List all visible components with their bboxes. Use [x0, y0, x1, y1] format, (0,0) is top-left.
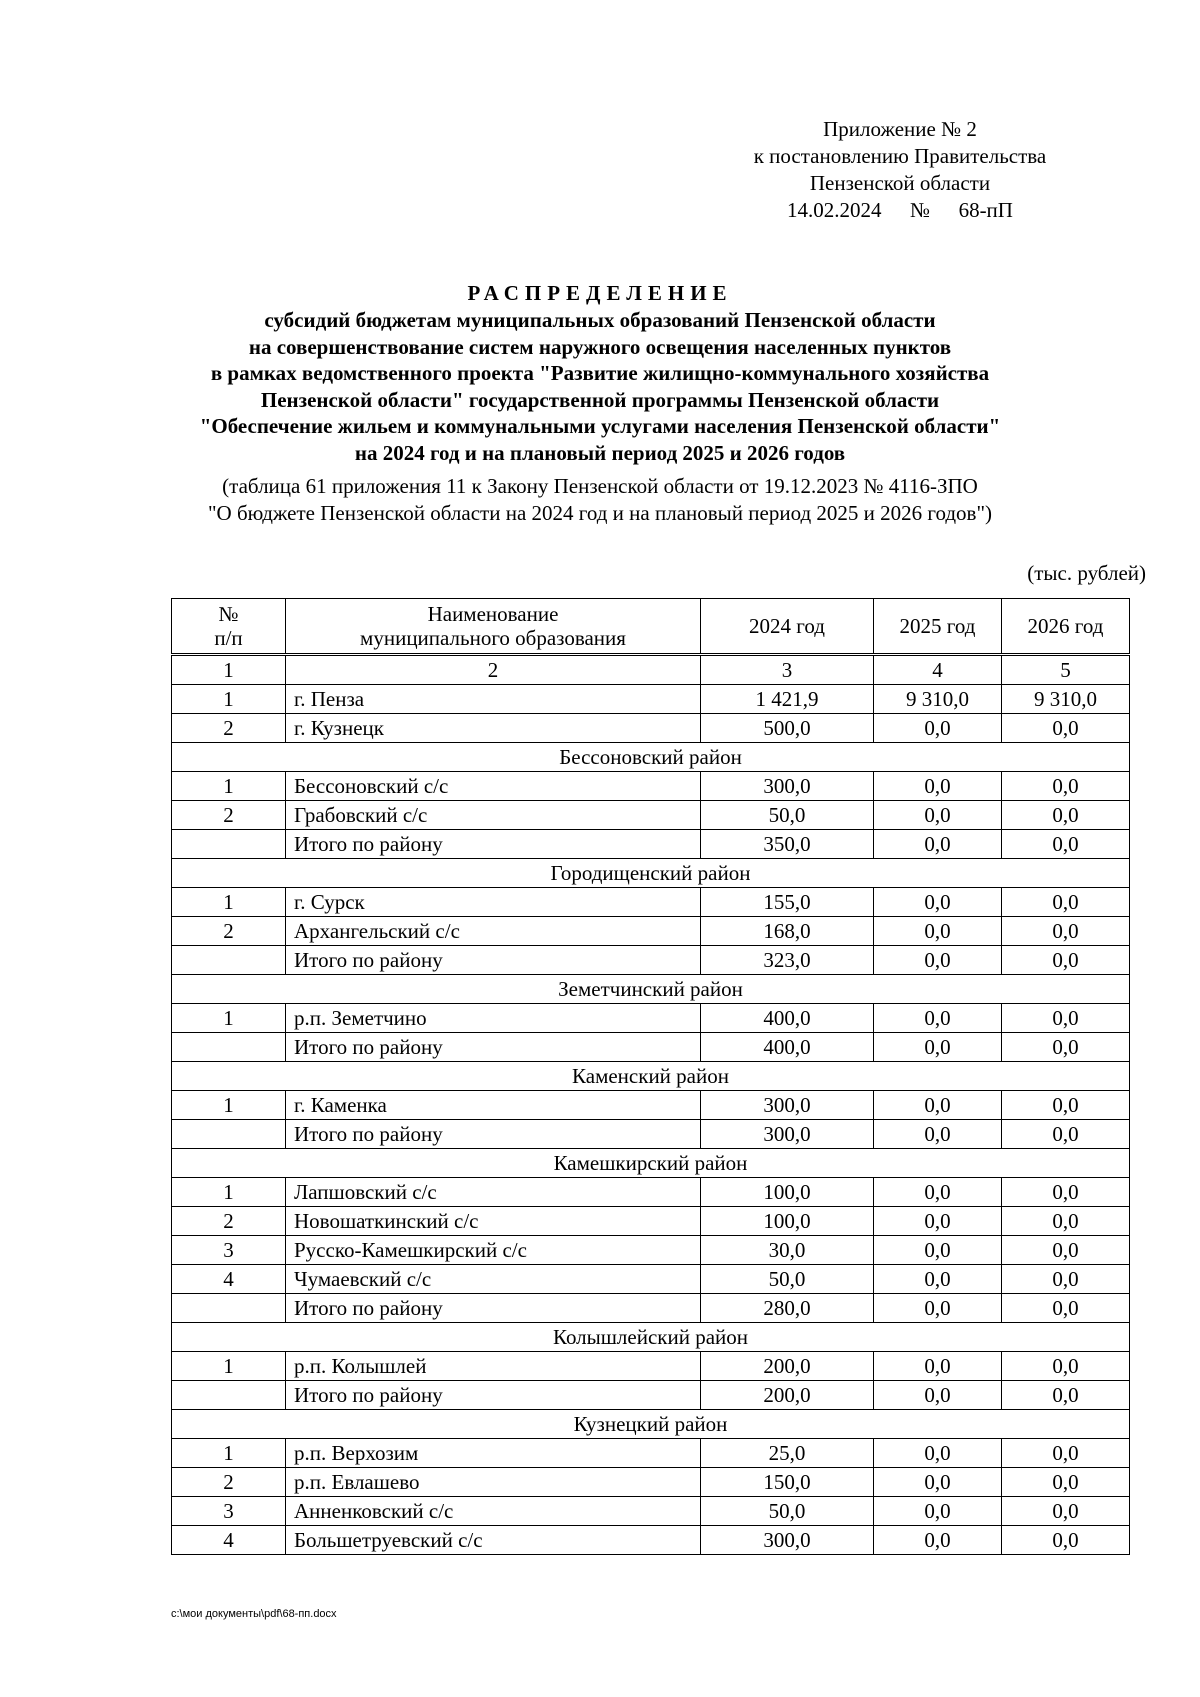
value-2025: 0,0 [874, 946, 1002, 975]
value-2026: 0,0 [1002, 1468, 1130, 1497]
header-2026: 2026 год [1002, 599, 1130, 655]
municipality-name: Грабовский с/с [286, 801, 701, 830]
value-2024: 500,0 [701, 714, 874, 743]
municipality-name: Новошаткинский с/с [286, 1207, 701, 1236]
value-2026: 0,0 [1002, 917, 1130, 946]
value-2024: 300,0 [701, 1091, 874, 1120]
row-number: 2 [172, 1207, 286, 1236]
value-2026: 0,0 [1002, 1439, 1130, 1468]
row-number: 4 [172, 1526, 286, 1555]
appendix-line-3: Пензенской области [809, 171, 991, 195]
row-number: 1 [172, 1004, 286, 1033]
table-row [172, 1352, 1130, 1381]
value-2024: 50,0 [701, 801, 874, 830]
municipality-name: Итого по району [286, 1120, 701, 1149]
municipality-name: Итого по району [286, 830, 701, 859]
district-group-row [172, 743, 1130, 772]
municipality-name: Анненковский с/с [286, 1497, 701, 1526]
value-2025: 0,0 [874, 1236, 1002, 1265]
table-header-row [172, 599, 1130, 655]
table-row [172, 1236, 1130, 1265]
value-2024: 200,0 [701, 1352, 874, 1381]
title-line: "Обеспечение жильем и коммунальными услугами населения Пензенской области" [199, 414, 1001, 438]
municipality-name: Итого по району [286, 946, 701, 975]
value-2025: 0,0 [874, 1526, 1002, 1555]
title-line: Пензенской области" государственной программы Пензенской области [260, 387, 940, 412]
district-group-row [172, 1323, 1130, 1352]
municipality-name: Русско-Камешкирский с/с [286, 1236, 701, 1265]
value-2025: 0,0 [874, 1294, 1002, 1323]
value-2025: 0,0 [874, 1033, 1002, 1062]
table-row [172, 1004, 1130, 1033]
value-2025: 0,0 [874, 888, 1002, 917]
header-2024: 2024 год [701, 599, 874, 655]
table-row [172, 830, 1130, 859]
table-row [172, 772, 1130, 801]
table-row [172, 1120, 1130, 1149]
row-number [172, 1033, 286, 1062]
value-2024: 400,0 [701, 1004, 874, 1033]
value-2024: 200,0 [701, 1381, 874, 1410]
district-group-row [172, 975, 1130, 1004]
value-2026: 0,0 [1002, 830, 1130, 859]
table-row [172, 1265, 1130, 1294]
table-row [172, 1439, 1130, 1468]
value-2024: 300,0 [701, 1526, 874, 1555]
value-2026: 0,0 [1002, 1004, 1130, 1033]
table-row [172, 1381, 1130, 1410]
source-line-1: (таблица 61 приложения 11 к Закону Пензенской области от 19.12.2023 № 4116-ЗПО [222, 474, 978, 498]
value-2026: 0,0 [1002, 888, 1130, 917]
municipality-name: р.п. Верхозим [286, 1439, 701, 1468]
municipality-name: р.п. Земетчино [286, 1004, 701, 1033]
header-name: Наименование муниципального образования [286, 599, 701, 655]
column-number: 4 [874, 655, 1002, 685]
value-2025: 0,0 [874, 1178, 1002, 1207]
table-row [172, 917, 1130, 946]
value-2026: 9 310,0 [1002, 685, 1130, 714]
column-number: 2 [286, 655, 701, 685]
resolution-number: 68-пП [958, 198, 1013, 222]
municipality-name: р.п. Евлашево [286, 1468, 701, 1497]
district-group-row [172, 1062, 1130, 1091]
row-number: 1 [172, 685, 286, 714]
source-reference [140, 473, 1060, 527]
value-2026: 0,0 [1002, 1497, 1130, 1526]
table-row [172, 1207, 1130, 1236]
value-2025: 0,0 [874, 1352, 1002, 1381]
column-number-row [172, 655, 1130, 685]
district-name: Камешкирский район [172, 1149, 1130, 1178]
table-row [172, 801, 1130, 830]
municipality-name: Архангельский с/с [286, 917, 701, 946]
column-number: 3 [701, 655, 874, 685]
row-number: 1 [172, 1091, 286, 1120]
value-2026: 0,0 [1002, 801, 1130, 830]
municipality-name: Чумаевский с/с [286, 1265, 701, 1294]
distribution-table [171, 598, 1130, 1555]
column-number: 1 [172, 655, 286, 685]
value-2026: 0,0 [1002, 1091, 1130, 1120]
value-2025: 0,0 [874, 801, 1002, 830]
value-2025: 0,0 [874, 917, 1002, 946]
appendix-date-row [690, 197, 1110, 224]
district-group-row [172, 1149, 1130, 1178]
title-line: на совершенствование систем наружного освещения населенных пунктов [248, 334, 952, 359]
municipality-name: Итого по району [286, 1294, 701, 1323]
district-name: Каменский район [172, 1062, 1130, 1091]
value-2025: 0,0 [874, 830, 1002, 859]
value-2026: 0,0 [1002, 772, 1130, 801]
row-number: 2 [172, 917, 286, 946]
value-2025: 0,0 [874, 772, 1002, 801]
value-2024: 280,0 [701, 1294, 874, 1323]
municipality-name: Большетруевский с/с [286, 1526, 701, 1555]
table-row [172, 888, 1130, 917]
row-number: 1 [172, 1352, 286, 1381]
row-number: 1 [172, 1439, 286, 1468]
value-2025: 0,0 [874, 714, 1002, 743]
row-number [172, 1294, 286, 1323]
value-2025: 0,0 [874, 1120, 1002, 1149]
value-2025: 0,0 [874, 1439, 1002, 1468]
row-number: 1 [172, 772, 286, 801]
title-line: на 2024 год и на плановый период 2025 и 2026 годов [354, 440, 846, 465]
municipality-name: Итого по району [286, 1033, 701, 1062]
value-2024: 1 421,9 [701, 685, 874, 714]
value-2024: 168,0 [701, 917, 874, 946]
row-number: 1 [172, 1178, 286, 1207]
value-2026: 0,0 [1002, 1120, 1130, 1149]
resolution-date: 14.02.2024 [787, 198, 882, 222]
municipality-name: р.п. Колышлей [286, 1352, 701, 1381]
district-group-row [172, 1410, 1130, 1439]
value-2026: 0,0 [1002, 1265, 1130, 1294]
row-number [172, 1120, 286, 1149]
district-name: Колышлейский район [172, 1323, 1130, 1352]
header-num: № п/п [172, 599, 286, 655]
value-2024: 50,0 [701, 1265, 874, 1294]
municipality-name: г. Каменка [286, 1091, 701, 1120]
value-2025: 0,0 [874, 1207, 1002, 1236]
row-number [172, 946, 286, 975]
value-2024: 323,0 [701, 946, 874, 975]
value-2025: 9 310,0 [874, 685, 1002, 714]
row-number: 3 [172, 1497, 286, 1526]
source-line-2: "О бюджете Пензенской области на 2024 год и на плановый период 2025 и 2026 годов") [207, 501, 993, 525]
value-2024: 150,0 [701, 1468, 874, 1497]
table-row [172, 1468, 1130, 1497]
row-number: 2 [172, 714, 286, 743]
table-row [172, 1091, 1130, 1120]
value-2025: 0,0 [874, 1497, 1002, 1526]
value-2026: 0,0 [1002, 1294, 1130, 1323]
value-2026: 0,0 [1002, 1033, 1130, 1062]
table-row [172, 1526, 1130, 1555]
value-2024: 100,0 [701, 1207, 874, 1236]
document-title [140, 280, 1060, 466]
district-name: Городищенский район [172, 859, 1130, 888]
row-number [172, 1381, 286, 1410]
table-row [172, 1178, 1130, 1207]
table-row [172, 1294, 1130, 1323]
appendix-line-2: к постановлению Правительства [753, 144, 1047, 168]
row-number: 4 [172, 1265, 286, 1294]
value-2025: 0,0 [874, 1004, 1002, 1033]
units-label: (тыс. рублей) [1027, 561, 1146, 585]
value-2025: 0,0 [874, 1091, 1002, 1120]
value-2024: 50,0 [701, 1497, 874, 1526]
municipality-name: г. Кузнецк [286, 714, 701, 743]
value-2026: 0,0 [1002, 1381, 1130, 1410]
value-2026: 0,0 [1002, 1207, 1130, 1236]
row-number [172, 830, 286, 859]
value-2025: 0,0 [874, 1468, 1002, 1497]
table-row [172, 1033, 1130, 1062]
value-2024: 100,0 [701, 1178, 874, 1207]
row-number: 2 [172, 801, 286, 830]
table-row [172, 714, 1130, 743]
value-2024: 30,0 [701, 1236, 874, 1265]
municipality-name: Лапшовский с/с [286, 1178, 701, 1207]
value-2024: 155,0 [701, 888, 874, 917]
title-line: субсидий бюджетам муниципальных образований Пензенской области [264, 308, 936, 332]
number-sign: № [910, 198, 931, 222]
value-2024: 300,0 [701, 772, 874, 801]
column-number: 5 [1002, 655, 1130, 685]
value-2026: 0,0 [1002, 1178, 1130, 1207]
value-2026: 0,0 [1002, 1352, 1130, 1381]
district-name: Земетчинский район [172, 975, 1130, 1004]
municipality-name: Бессоновский с/с [286, 772, 701, 801]
row-number: 2 [172, 1468, 286, 1497]
title-main: РАСПРЕДЕЛЕНИЕ [467, 281, 733, 305]
value-2024: 25,0 [701, 1439, 874, 1468]
value-2024: 400,0 [701, 1033, 874, 1062]
municipality-name: г. Пенза [286, 685, 701, 714]
appendix-block [690, 116, 1110, 224]
value-2026: 0,0 [1002, 1236, 1130, 1265]
value-2026: 0,0 [1002, 714, 1130, 743]
row-number: 1 [172, 888, 286, 917]
district-name: Кузнецкий район [172, 1410, 1130, 1439]
file-path-footer: c:\мои документы\pdf\68-пп.docx [171, 1608, 337, 1620]
district-name: Бессоновский район [172, 743, 1130, 772]
table-row [172, 946, 1130, 975]
value-2024: 350,0 [701, 830, 874, 859]
value-2026: 0,0 [1002, 1526, 1130, 1555]
value-2025: 0,0 [874, 1265, 1002, 1294]
value-2024: 300,0 [701, 1120, 874, 1149]
header-2025: 2025 год [874, 599, 1002, 655]
title-line: в рамках ведомственного проекта "Развитие жилищно-коммунального хозяйства [210, 361, 990, 385]
table-row [172, 685, 1130, 714]
value-2026: 0,0 [1002, 946, 1130, 975]
table-row [172, 1497, 1130, 1526]
municipality-name: г. Сурск [286, 888, 701, 917]
appendix-line-1: Приложение № 2 [823, 117, 977, 141]
value-2025: 0,0 [874, 1381, 1002, 1410]
municipality-name: Итого по району [286, 1381, 701, 1410]
row-number: 3 [172, 1236, 286, 1265]
district-group-row [172, 859, 1130, 888]
